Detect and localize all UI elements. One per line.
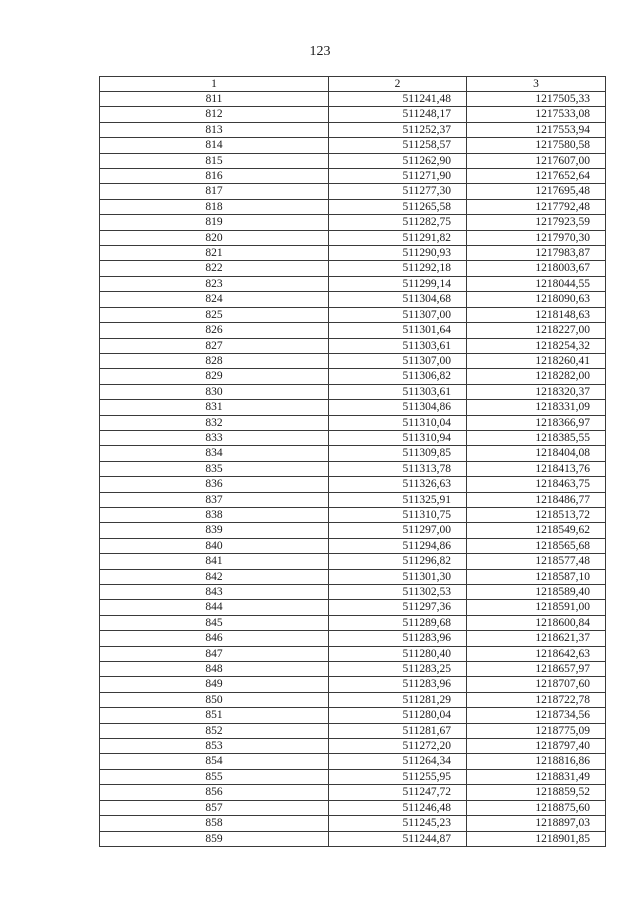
x-coordinate-cell: 511255,95	[329, 769, 467, 784]
point-number-cell: 858	[100, 816, 329, 831]
y-coordinate-cell: 1218901,85	[467, 831, 606, 846]
point-number-cell: 844	[100, 600, 329, 615]
y-coordinate-cell: 1218486,77	[467, 492, 606, 507]
y-coordinate-cell: 1218366,97	[467, 415, 606, 430]
table-row	[100, 538, 606, 553]
y-coordinate-cell: 1218260,41	[467, 353, 606, 368]
x-coordinate-cell: 511303,61	[329, 384, 467, 399]
point-number-cell: 814	[100, 138, 329, 153]
point-number-cell: 834	[100, 446, 329, 461]
point-number-cell: 831	[100, 400, 329, 415]
point-number-cell: 857	[100, 800, 329, 815]
y-coordinate-cell: 1217983,87	[467, 246, 606, 261]
table-row	[100, 769, 606, 784]
y-coordinate-cell: 1217652,64	[467, 169, 606, 184]
y-coordinate-cell: 1218875,60	[467, 800, 606, 815]
y-coordinate-cell: 1218657,97	[467, 662, 606, 677]
table-row	[100, 415, 606, 430]
x-coordinate-cell: 511297,00	[329, 523, 467, 538]
point-number-cell: 856	[100, 785, 329, 800]
point-number-cell: 819	[100, 215, 329, 230]
page-number: 123	[309, 44, 331, 59]
table-row	[100, 631, 606, 646]
y-coordinate-cell: 1217533,08	[467, 107, 606, 122]
x-coordinate-cell: 511271,90	[329, 169, 467, 184]
x-coordinate-cell: 511299,14	[329, 276, 467, 291]
table-row	[100, 446, 606, 461]
x-coordinate-cell: 511326,63	[329, 477, 467, 492]
x-coordinate-cell: 511301,30	[329, 569, 467, 584]
y-coordinate-cell: 1218254,32	[467, 338, 606, 353]
point-number-cell: 851	[100, 708, 329, 723]
x-coordinate-cell: 511272,20	[329, 739, 467, 754]
x-coordinate-cell: 511325,91	[329, 492, 467, 507]
table-row	[100, 169, 606, 184]
y-coordinate-cell: 1218227,00	[467, 323, 606, 338]
x-coordinate-cell: 511291,82	[329, 230, 467, 245]
point-number-cell: 845	[100, 615, 329, 630]
y-coordinate-cell: 1218331,09	[467, 400, 606, 415]
table-row	[100, 585, 606, 600]
table-row	[100, 323, 606, 338]
x-coordinate-cell: 511280,40	[329, 646, 467, 661]
table-row	[100, 307, 606, 322]
table-row	[100, 739, 606, 754]
point-number-cell: 823	[100, 276, 329, 291]
x-coordinate-cell: 511258,57	[329, 138, 467, 153]
point-number-cell: 840	[100, 538, 329, 553]
table-row	[100, 662, 606, 677]
y-coordinate-cell: 1217580,58	[467, 138, 606, 153]
x-coordinate-cell: 511297,36	[329, 600, 467, 615]
x-coordinate-cell: 511277,30	[329, 184, 467, 199]
point-number-cell: 846	[100, 631, 329, 646]
x-coordinate-cell: 511304,86	[329, 400, 467, 415]
table-header	[100, 77, 606, 92]
point-number-cell: 832	[100, 415, 329, 430]
point-number-cell: 833	[100, 430, 329, 445]
x-coordinate-cell: 511247,72	[329, 785, 467, 800]
x-coordinate-cell: 511306,82	[329, 369, 467, 384]
x-coordinate-cell: 511264,34	[329, 754, 467, 769]
y-coordinate-cell: 1217792,48	[467, 199, 606, 214]
y-coordinate-cell: 1218734,56	[467, 708, 606, 723]
table-row	[100, 477, 606, 492]
point-number-cell: 822	[100, 261, 329, 276]
y-coordinate-cell: 1218513,72	[467, 507, 606, 522]
x-coordinate-cell: 511309,85	[329, 446, 467, 461]
y-coordinate-cell: 1218707,60	[467, 677, 606, 692]
point-number-cell: 836	[100, 477, 329, 492]
y-coordinate-cell: 1218385,55	[467, 430, 606, 445]
x-coordinate-cell: 511292,18	[329, 261, 467, 276]
point-number-cell: 820	[100, 230, 329, 245]
table-row	[100, 461, 606, 476]
table-row	[100, 338, 606, 353]
y-coordinate-cell: 1218148,63	[467, 307, 606, 322]
y-coordinate-cell: 1218463,75	[467, 477, 606, 492]
point-number-cell: 829	[100, 369, 329, 384]
point-number-cell: 821	[100, 246, 329, 261]
x-coordinate-cell: 511281,67	[329, 723, 467, 738]
x-coordinate-cell: 511313,78	[329, 461, 467, 476]
table-row	[100, 230, 606, 245]
x-coordinate-cell: 511281,29	[329, 692, 467, 707]
table-row	[100, 800, 606, 815]
table-row	[100, 353, 606, 368]
table-row	[100, 184, 606, 199]
table-row	[100, 692, 606, 707]
y-coordinate-cell: 1218642,63	[467, 646, 606, 661]
x-coordinate-cell: 511244,87	[329, 831, 467, 846]
y-coordinate-cell: 1218003,67	[467, 261, 606, 276]
point-number-cell: 827	[100, 338, 329, 353]
x-coordinate-cell: 511301,64	[329, 323, 467, 338]
x-coordinate-cell: 511283,96	[329, 677, 467, 692]
x-coordinate-cell: 511246,48	[329, 800, 467, 815]
table-row	[100, 92, 606, 107]
point-number-cell: 853	[100, 739, 329, 754]
table-row	[100, 384, 606, 399]
table-row	[100, 107, 606, 122]
table-row	[100, 754, 606, 769]
header-row	[100, 77, 606, 92]
y-coordinate-cell: 1217695,48	[467, 184, 606, 199]
table-body	[100, 92, 606, 847]
x-coordinate-cell: 511290,93	[329, 246, 467, 261]
point-number-cell: 850	[100, 692, 329, 707]
point-number-cell: 825	[100, 307, 329, 322]
point-number-cell: 811	[100, 92, 329, 107]
column-header-x: 2	[329, 77, 467, 92]
x-coordinate-cell: 511302,53	[329, 585, 467, 600]
y-coordinate-cell: 1218282,00	[467, 369, 606, 384]
table-row	[100, 816, 606, 831]
point-number-cell: 830	[100, 384, 329, 399]
x-coordinate-cell: 511282,75	[329, 215, 467, 230]
y-coordinate-cell: 1217553,94	[467, 122, 606, 137]
point-number-cell: 859	[100, 831, 329, 846]
table-row	[100, 492, 606, 507]
point-number-cell: 826	[100, 323, 329, 338]
y-coordinate-cell: 1218577,48	[467, 554, 606, 569]
table-row	[100, 400, 606, 415]
y-coordinate-cell: 1217923,59	[467, 215, 606, 230]
x-coordinate-cell: 511303,61	[329, 338, 467, 353]
x-coordinate-cell: 511283,96	[329, 631, 467, 646]
point-number-cell: 849	[100, 677, 329, 692]
y-coordinate-cell: 1218587,10	[467, 569, 606, 584]
point-number-cell: 816	[100, 169, 329, 184]
x-coordinate-cell: 511248,17	[329, 107, 467, 122]
x-coordinate-cell: 511262,90	[329, 153, 467, 168]
table-row	[100, 153, 606, 168]
table-row	[100, 507, 606, 522]
y-coordinate-cell: 1218549,62	[467, 523, 606, 538]
point-number-cell: 843	[100, 585, 329, 600]
x-coordinate-cell: 511245,23	[329, 816, 467, 831]
point-number-cell: 855	[100, 769, 329, 784]
y-coordinate-cell: 1218816,86	[467, 754, 606, 769]
point-number-cell: 842	[100, 569, 329, 584]
x-coordinate-cell: 511252,37	[329, 122, 467, 137]
y-coordinate-cell: 1218413,76	[467, 461, 606, 476]
x-coordinate-cell: 511307,00	[329, 307, 467, 322]
y-coordinate-cell: 1218831,49	[467, 769, 606, 784]
point-number-cell: 848	[100, 662, 329, 677]
point-number-cell: 817	[100, 184, 329, 199]
y-coordinate-cell: 1218320,37	[467, 384, 606, 399]
coordinates-table	[99, 76, 606, 847]
table-row	[100, 831, 606, 846]
column-header-point: 1	[100, 77, 329, 92]
table-row	[100, 523, 606, 538]
point-number-cell: 847	[100, 646, 329, 661]
table-row	[100, 138, 606, 153]
point-number-cell: 841	[100, 554, 329, 569]
point-number-cell: 815	[100, 153, 329, 168]
point-number-cell: 813	[100, 122, 329, 137]
point-number-cell: 837	[100, 492, 329, 507]
table-row	[100, 276, 606, 291]
y-coordinate-cell: 1218404,08	[467, 446, 606, 461]
table-row	[100, 199, 606, 214]
x-coordinate-cell: 511310,75	[329, 507, 467, 522]
point-number-cell: 854	[100, 754, 329, 769]
table-row	[100, 554, 606, 569]
y-coordinate-cell: 1217607,00	[467, 153, 606, 168]
y-coordinate-cell: 1218600,84	[467, 615, 606, 630]
table-row	[100, 615, 606, 630]
table-row	[100, 292, 606, 307]
point-number-cell: 818	[100, 199, 329, 214]
x-coordinate-cell: 511280,04	[329, 708, 467, 723]
point-number-cell: 835	[100, 461, 329, 476]
x-coordinate-cell: 511283,25	[329, 662, 467, 677]
point-number-cell: 839	[100, 523, 329, 538]
table-row	[100, 369, 606, 384]
point-number-cell: 812	[100, 107, 329, 122]
x-coordinate-cell: 511265,58	[329, 199, 467, 214]
table-row	[100, 723, 606, 738]
x-coordinate-cell: 511294,86	[329, 538, 467, 553]
y-coordinate-cell: 1218589,40	[467, 585, 606, 600]
y-coordinate-cell: 1218722,78	[467, 692, 606, 707]
y-coordinate-cell: 1217970,30	[467, 230, 606, 245]
table-row	[100, 677, 606, 692]
x-coordinate-cell: 511304,68	[329, 292, 467, 307]
point-number-cell: 824	[100, 292, 329, 307]
table-row	[100, 430, 606, 445]
x-coordinate-cell: 511307,00	[329, 353, 467, 368]
table-row	[100, 246, 606, 261]
table-row	[100, 569, 606, 584]
y-coordinate-cell: 1218797,40	[467, 739, 606, 754]
y-coordinate-cell: 1217505,33	[467, 92, 606, 107]
table-row	[100, 785, 606, 800]
y-coordinate-cell: 1218591,00	[467, 600, 606, 615]
y-coordinate-cell: 1218044,55	[467, 276, 606, 291]
y-coordinate-cell: 1218897,03	[467, 816, 606, 831]
table-row	[100, 215, 606, 230]
point-number-cell: 838	[100, 507, 329, 522]
table-row	[100, 122, 606, 137]
y-coordinate-cell: 1218565,68	[467, 538, 606, 553]
y-coordinate-cell: 1218775,09	[467, 723, 606, 738]
table-row	[100, 600, 606, 615]
x-coordinate-cell: 511310,04	[329, 415, 467, 430]
table-row	[100, 261, 606, 276]
y-coordinate-cell: 1218621,37	[467, 631, 606, 646]
x-coordinate-cell: 511310,94	[329, 430, 467, 445]
table-row	[100, 646, 606, 661]
x-coordinate-cell: 511241,48	[329, 92, 467, 107]
point-number-cell: 852	[100, 723, 329, 738]
table-row	[100, 708, 606, 723]
y-coordinate-cell: 1218090,63	[467, 292, 606, 307]
point-number-cell: 828	[100, 353, 329, 368]
y-coordinate-cell: 1218859,52	[467, 785, 606, 800]
x-coordinate-cell: 511296,82	[329, 554, 467, 569]
column-header-y: 3	[467, 77, 606, 92]
x-coordinate-cell: 511289,68	[329, 615, 467, 630]
